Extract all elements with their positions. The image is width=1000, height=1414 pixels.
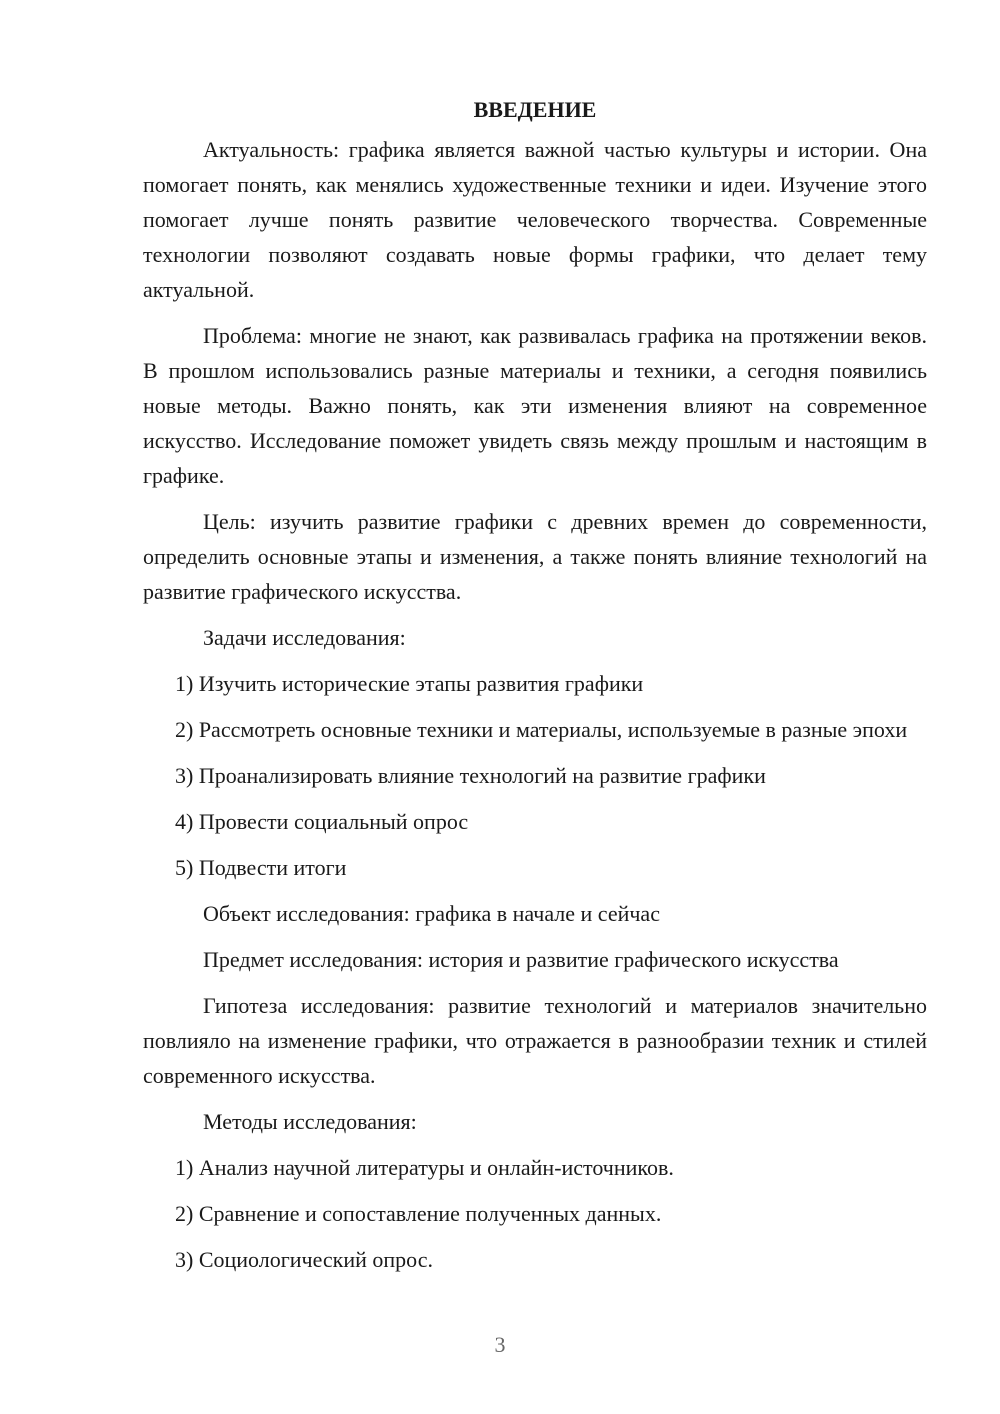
goal-paragraph: Цель: изучить развитие графики с древних времен до современности, определить основные этапы и изменения, а также понять влияние технологий на развитие графического искусства.	[143, 509, 927, 604]
document-page	[143, 92, 927, 1277]
tasks-heading: Задачи исследования:	[203, 625, 406, 650]
methods-heading: Методы исследования:	[203, 1109, 417, 1134]
subject-paragraph: Предмет исследования: история и развитие графического искусства	[203, 947, 839, 972]
task-item: 1) Изучить исторические этапы развития графики	[175, 671, 644, 696]
task-item: 4) Провести социальный опрос	[175, 809, 469, 834]
task-item: 2) Рассмотреть основные техники и материалы, используемые в разные эпохи	[175, 717, 908, 742]
document-title: ВВЕДЕНИЕ	[473, 97, 597, 122]
hypothesis-paragraph: Гипотеза исследования: развитие технологий и материалов значительно повлияло на изменение графики, что отражается в разнообразии техник и стилей современного искусства.	[143, 993, 927, 1088]
problem-paragraph: Проблема: многие не знают, как развивалась графика на протяжении веков. В прошлом использовались разные материалы и техники, а сегодня появились новые методы. Важно понять, как эти изменения влияют на современное искусство. Исследование поможет увидеть связь между прошлым и настоящим в графике.	[143, 323, 927, 488]
method-item: 3) Социологический опрос.	[175, 1247, 433, 1272]
method-item: 2) Сравнение и сопоставление полученных данных.	[175, 1201, 662, 1226]
object-paragraph: Объект исследования: графика в начале и сейчас	[203, 901, 660, 926]
relevance-paragraph: Актуальность: графика является важной частью культуры и истории. Она помогает понять, как менялись художественные техники и идеи. Изучение этого помогает лучше понять развитие человеческого творчества. Современные технологии позволяют создавать новые формы графики, что делает тему актуальной.	[143, 137, 927, 302]
task-item: 5) Подвести итоги	[175, 855, 347, 880]
method-item: 1) Анализ научной литературы и онлайн-источников.	[175, 1155, 674, 1180]
page-number: 3	[494, 1332, 506, 1357]
task-item: 3) Проанализировать влияние технологий на развитие графики	[175, 763, 766, 788]
